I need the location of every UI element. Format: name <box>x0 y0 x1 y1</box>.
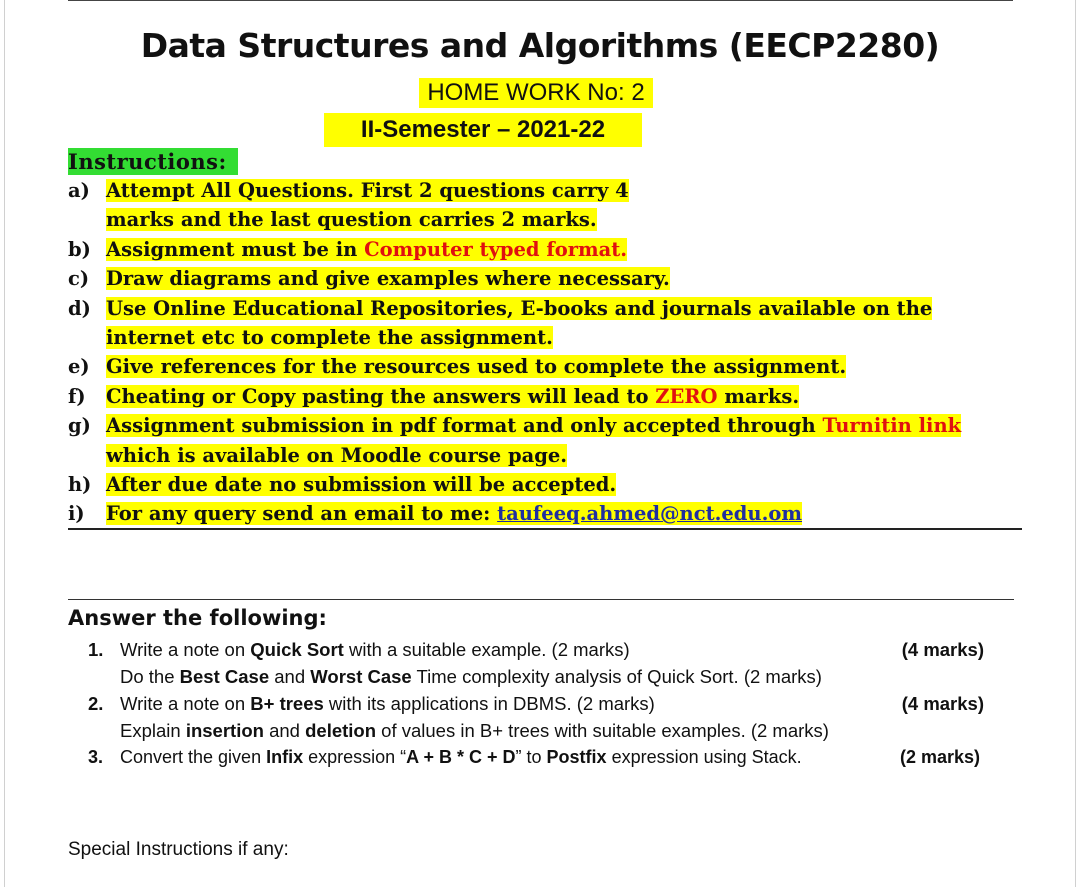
semester-label: II-Semester – 2021-22 <box>324 113 642 147</box>
instruction-marker: d) <box>68 296 91 320</box>
question-marks: (2 marks) <box>899 747 980 767</box>
instruction-item <box>68 352 1020 381</box>
instruction-text <box>106 499 1020 528</box>
instruction-item <box>68 264 1020 293</box>
question-number: 3. <box>88 747 104 767</box>
instruction-marker: g) <box>68 414 91 438</box>
instruction-text <box>106 382 1020 411</box>
instruction-marker: i) <box>68 502 85 526</box>
instructions-heading: Instructions: <box>68 148 238 175</box>
text-keyword: Postfix <box>546 747 607 767</box>
question-row <box>68 690 998 717</box>
instructions-list <box>68 176 1020 529</box>
document-title: Data Structures and Algorithms (EECP2280) <box>140 26 940 65</box>
instruction-text <box>106 411 1020 470</box>
text-part: Explain <box>120 720 186 741</box>
top-divider <box>68 0 1013 1</box>
text-part: Do the <box>120 666 180 687</box>
instruction-marker: f) <box>68 384 86 408</box>
instruction-item <box>68 235 1020 264</box>
instruction-marker: c) <box>68 267 90 291</box>
question-row <box>68 744 998 771</box>
instruction-text <box>106 470 1020 499</box>
question-text <box>120 717 829 744</box>
instruction-emphasis: ZERO <box>655 384 718 408</box>
instruction-line: Draw diagrams and give examples where necessary. <box>106 267 670 291</box>
question-text <box>120 690 655 717</box>
instruction-line: marks. <box>717 384 800 408</box>
instruction-line: After due date no submission will be accepted. <box>106 473 617 497</box>
text-part: Convert the given <box>120 747 267 767</box>
instruction-emphasis: Computer typed format. <box>364 237 628 261</box>
page-left-edge <box>4 0 5 887</box>
text-part: Write a note on <box>120 639 251 660</box>
instruction-item <box>68 499 1020 528</box>
text-part: expression using Stack. <box>606 747 802 767</box>
instruction-marker: a) <box>68 179 90 202</box>
text-part: Write a note on <box>120 693 251 714</box>
text-part: with its applications in DBMS. (2 marks) <box>323 693 655 714</box>
question-text <box>120 663 822 690</box>
instruction-text <box>106 176 1020 235</box>
section-divider <box>68 599 1014 600</box>
text-keyword: A + B * C + D <box>406 747 516 767</box>
question-row-continued <box>68 663 998 690</box>
instruction-item <box>68 294 1020 353</box>
instruction-item <box>68 411 1020 470</box>
instruction-line: Cheating or Copy pasting the answers will lead to <box>106 384 656 408</box>
text-keyword: Worst Case <box>310 666 412 687</box>
instruction-line: Assignment must be in <box>106 237 365 261</box>
question-row-continued <box>68 717 998 744</box>
text-keyword: insertion <box>185 720 264 741</box>
instruction-line: which is available on Moodle course page. <box>106 443 568 467</box>
question-text <box>120 636 630 663</box>
page-right-edge <box>1075 0 1076 887</box>
text-part: expression “ <box>303 747 407 767</box>
text-keyword: deletion <box>305 720 377 741</box>
text-keyword: B+ trees <box>250 693 324 714</box>
instruction-text <box>106 294 1020 353</box>
answer-heading: Answer the following: <box>68 606 327 630</box>
turnitin-link[interactable]: Turnitin link <box>822 414 962 438</box>
instruction-line: Assignment submission in pdf format and only accepted through <box>106 414 823 438</box>
instruction-line: Give references for the resources used to complete the assignment. <box>106 355 847 379</box>
email-link[interactable]: taufeeq.ahmed@nct.edu.om <box>497 502 803 526</box>
instruction-item <box>68 176 1020 235</box>
instruction-text <box>106 264 1020 293</box>
text-keyword: Infix <box>266 747 304 767</box>
instruction-marker: h) <box>68 473 92 497</box>
instruction-line: internet etc to complete the assignment. <box>106 326 553 350</box>
question-marks: (4 marks) <box>901 639 984 660</box>
instruction-marker: b) <box>68 237 91 261</box>
instruction-line: Attempt All Questions. First 2 questions carry 4 <box>106 179 629 202</box>
text-part: Time complexity analysis of Quick Sort. (2 marks) <box>411 666 822 687</box>
instruction-text <box>106 352 1020 381</box>
instruction-item <box>68 470 1020 499</box>
text-keyword: Quick Sort <box>250 639 344 660</box>
instruction-line: For any query send an email to me: <box>106 502 498 526</box>
question-number: 1. <box>88 639 104 660</box>
instruction-marker: e) <box>68 355 90 379</box>
text-part: with a suitable example. (2 marks) <box>343 639 630 660</box>
homework-number: HOME WORK No: 2 <box>419 78 653 108</box>
instruction-text <box>106 235 1020 264</box>
text-part: and <box>269 666 311 687</box>
text-part: ” to <box>515 747 547 767</box>
instruction-line: marks and the last question carries 2 marks. <box>106 208 597 232</box>
instruction-line: Use Online Educational Repositories, E-books and journals available on the <box>106 296 933 320</box>
question-number: 2. <box>88 693 104 714</box>
text-keyword: Best Case <box>179 666 270 687</box>
instruction-item <box>68 382 1020 411</box>
question-row <box>68 636 998 663</box>
instructions-divider <box>68 528 1022 530</box>
question-text <box>120 744 802 771</box>
text-part: of values in B+ trees with suitable examples. (2 marks) <box>376 720 829 741</box>
text-part: and <box>263 720 306 741</box>
question-list <box>68 636 998 771</box>
special-instructions: Special Instructions if any: <box>68 839 289 860</box>
question-marks: (4 marks) <box>901 693 984 714</box>
